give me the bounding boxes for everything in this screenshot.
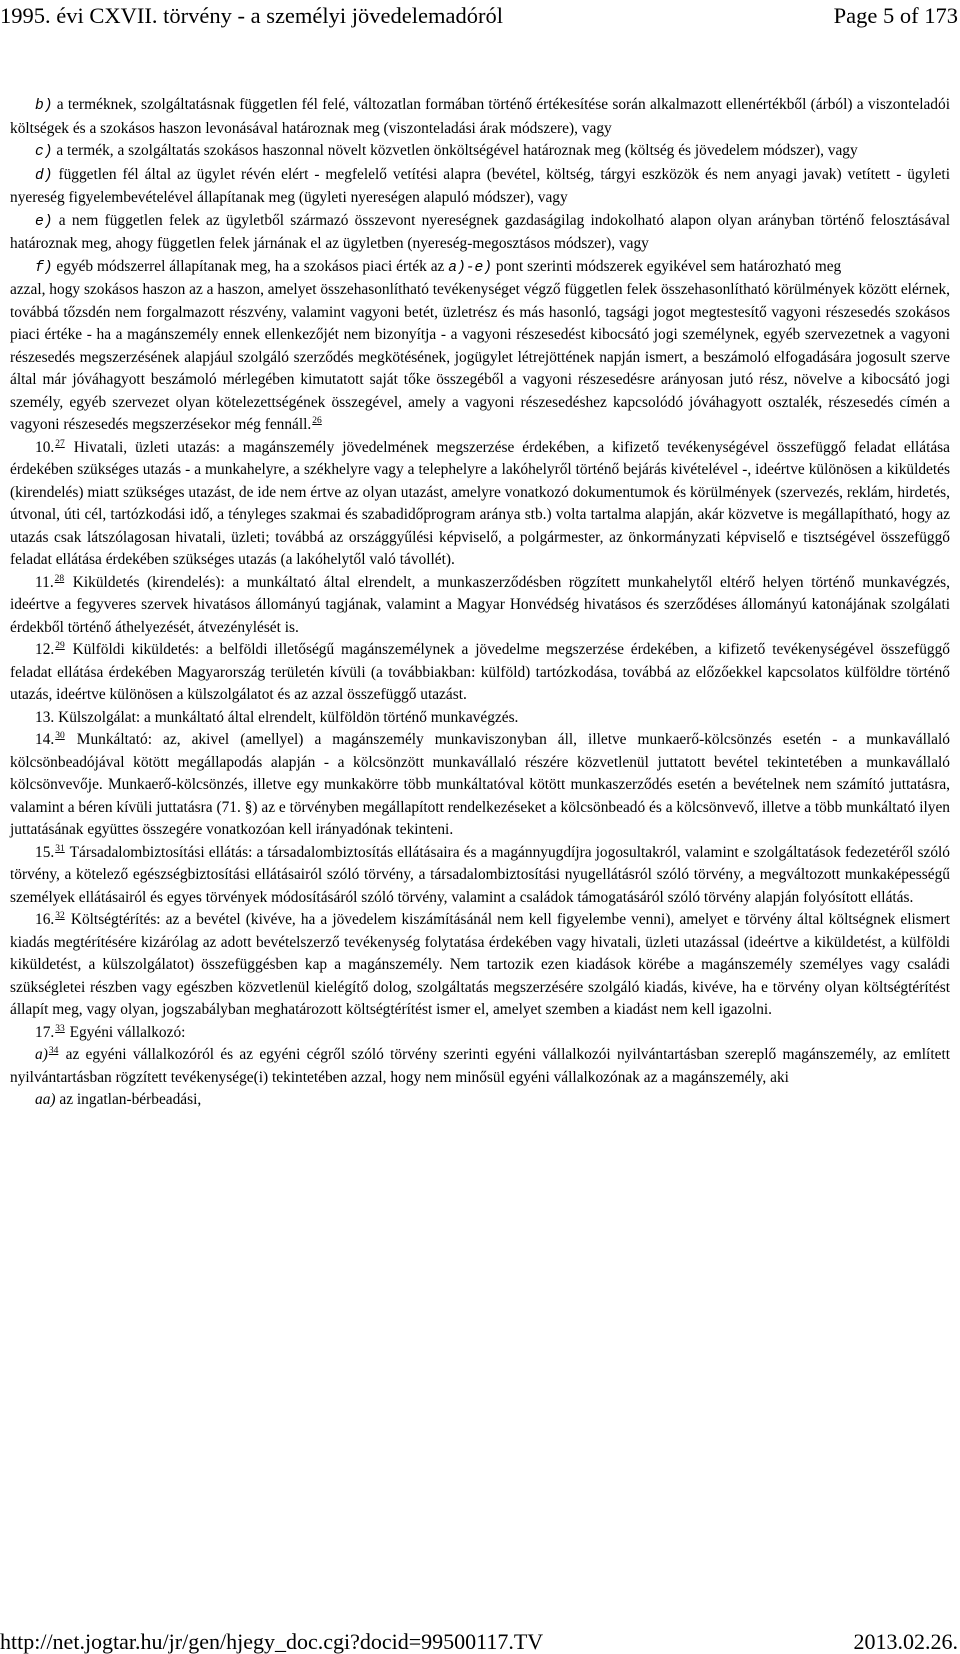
footnote-link[interactable]: 28: [54, 573, 65, 584]
definition-11: [10, 572, 950, 640]
paragraph-d: [10, 164, 950, 210]
definition-10: [10, 437, 950, 572]
item-label: d): [35, 167, 53, 184]
paragraph-text: Kiküldetés (kirendelés): a munkáltató által elrendelt, a munkaszerződésben rögzített munkahelytől eltérő helyen történő munkavégzés, ideértve a fegyveres szervek hivatásos állományú tagjának, valamint a Magyar Honvédség hivatásos és szerződéses állományú katonájának szolgálati érdekből történő áthelyezését, átvezénylését is.: [10, 573, 950, 636]
definition-number: 15.: [35, 843, 55, 861]
definition-number: 13.: [35, 708, 55, 726]
item-label: f): [35, 259, 53, 276]
cross-reference: a)-e): [448, 259, 493, 276]
source-url[interactable]: http://net.jogtar.hu/jr/gen/hjegy_doc.cgi?docid=99500117.TV: [0, 1629, 544, 1654]
paragraph-c: [10, 140, 950, 164]
definition-15: [10, 842, 950, 910]
definition-number: 12.: [35, 641, 55, 658]
item-label: b): [35, 98, 53, 114]
definition-17: [10, 1022, 950, 1045]
paragraph-text: egyéb módszerrel állapítanak meg, ha a szokásos piaci érték az: [56, 257, 445, 275]
paragraph-text: az egyéni vállalkozóról és az egyéni cégről szóló törvény szerinti egyéni vállalkozói nyilvántartásban szereplő magánszemély, az említett nyilvántartásban rögzített tevékenysége(i) tekintetében azzal, hogy nem minősül egyéni vállalkozónak az a magánszemély, aki: [10, 1046, 950, 1086]
definition-17-aa: [10, 1089, 950, 1112]
paragraph-text: független fél által az ügylet révén elért - megfelelő vetítési alapra (bevétel, költség, tárgyi eszközök és nem anyagi javak) vetített - ügyleti nyereség figyelembevételével állapítanak meg (ügyleti nyereségen alapuló módszer), vagy: [10, 165, 950, 206]
definition-14: [10, 729, 950, 842]
definition-number: 14.: [35, 731, 55, 748]
definition-12: [10, 639, 950, 707]
item-label: e): [35, 213, 53, 230]
document-body: [10, 94, 950, 1112]
footnote-link[interactable]: 31: [55, 843, 65, 854]
paragraph-text: a terméknek, szolgáltatásnak független fél felé, változatlan formában történő értékesítése során alkalmazott ellenértékből (árból) a viszonteladói költségek és a szokásos haszon levonásával határoznak meg (viszonteladási árak módszere), vagy: [10, 96, 950, 137]
paragraph-b: [10, 94, 950, 140]
paragraph-text: Költségtérítés: az a bevétel (kivéve, ha a jövedelem kiszámításánál nem kell figyelembe venni), amelyet e törvény által költségnek elismert kiadás megtérítésére kizárólag az adott bevételszerző tevékenység folytatása érdekében vagy hivatali, üzleti utazással (ideértve a kiküldetést, a külföldi kiküldetést, a külszolgálatot) összefüggésben kap a magánszemély. Nem tartozik ezen kiadások körébe a magánszemély személyes vagy családi szükségletei részben vagy egészben közvetlenül kielégítő dolog, szolgáltatás megszerzésére szolgáló kiadás, kivéve, ha e törvény olyan költségtérítést állapít meg, vagy olyan, jogszabályban meghatározott költségtérítést ismer el, amelyet szemben a kiadást nem kell igazolni.: [10, 911, 950, 1018]
definition-16: [10, 909, 950, 1022]
document-title: 1995. évi CXVII. törvény - a személyi jövedelemadóról: [0, 3, 503, 28]
paragraph-f: [10, 256, 950, 280]
footnote-link[interactable]: 33: [55, 1023, 65, 1034]
paragraph-azzal: [10, 279, 950, 437]
item-label: aa): [35, 1091, 56, 1108]
print-date: 2013.02.26.: [853, 1629, 958, 1654]
paragraph-e: [10, 210, 950, 256]
definition-13: [10, 707, 950, 730]
footnote-link[interactable]: 30: [55, 731, 65, 741]
paragraph-text: Külföldi kiküldetés: a belföldi illetőségű magánszemélynek a jövedelme megszerzése érdekében, a kifizető tevékenységével összefüggő feladat ellátása érdekében Magyarország területén kívüli (a továbbiakban: külföld) tartózkodása, továbbá az előzőekkel kapcsolatos külföldre történő utazás, ideértve különösen a külszolgálatot és az azzal összefüggő utazást.: [10, 641, 950, 703]
paragraph-text: a termék, a szolgáltatás szokásos haszonnal növelt közvetlen önköltségével határoznak meg (költség és jövedelem módszer), vagy: [56, 142, 858, 159]
paragraph-text: Munkáltató: az, akivel (amellyel) a magánszemély munkaviszonyban áll, illetve munkaerő-kölcsönzés esetén - a munkavállaló kölcsönbeadójával kötött megállapodás alapján - a kölcsönzött munkavállaló részére közvetlenül juttatott bevétel tekintetében a munkavállaló kölcsönvevője. Munkaerő-kölcsönzés, illetve egy munkakörre több munkáltatóval kötött munkaszerződés esetén a bevételnek nem számító juttatásra, valamint a béren kívüli juttatásra (71. §) az e törvényben megállapított rendelkezéseket a kölcsönbeadó és a kölcsönvevő, illetve a több munkáltató ilyen juttatásának együttes összegére vonatkozóan kell irányadónak tekinteni.: [10, 731, 950, 838]
paragraph-text: a nem független felek az ügyletből származó összevont nyereségnek gazdaságilag indokolható alapon olyan arányban történő felosztásával határoznak meg, ahogy független felek járnának el az ügyletben (nyereség-megosztásos módszer), vagy: [10, 211, 950, 252]
footnote-link[interactable]: 27: [55, 438, 65, 449]
definition-number: 10.: [35, 438, 55, 456]
footnote-link[interactable]: 26: [312, 416, 322, 426]
page-number: Page 5 of 173: [833, 3, 958, 28]
paragraph-text: Külszolgálat: a munkáltató által elrendelt, külföldön történő munkavégzés.: [58, 708, 519, 726]
paragraph-text: Egyéni vállalkozó:: [69, 1023, 186, 1041]
footnote-link[interactable]: 29: [55, 641, 65, 651]
definition-number: 17.: [35, 1023, 55, 1041]
item-label: c): [35, 144, 53, 160]
paragraph-text: azzal, hogy szokásos haszon az a haszon, amelyet összehasonlítható tevékenységet végző független felek összehasonlítható körülmények között elérnek, továbbá tőzsdén nem forgalmazott részvény, valamint vagyoni betét, üzletrész és más hasonló, tagsági jogot megtestesítő vagyoni részesedés szokásos piaci értéke - ha a magánszemély ennek ellenkezőjét nem bizonyítja - a vagyoni részesedést kibocsátó jogi személynek, egyéb szervezetnek a vagyoni részesedés megszerzésének alapjául szolgáló szerződés megkötésének, jogügylet létrejöttének napján ismert, a beszámoló elfogadására jogosult szerve által már jóváhagyott beszámoló mérlegében kimutatott saját tőke összegéből a vagyoni részesedésre arányosan jutó rész, növelve a kibocsátó jogi személy, egyéb szervezet olyan kötelezettségének összegével, amely a vagyoni részesedéshez kapcsolódó jóváhagyott osztalék, részesedés címén a vagyoni részesedés megszerzésekor még fennáll.: [10, 281, 950, 433]
footnote-link[interactable]: 34: [48, 1046, 59, 1056]
definition-number: 11.: [35, 573, 54, 591]
paragraph-text: az ingatlan-bérbeadási,: [59, 1091, 202, 1108]
paragraph-text: Hivatali, üzleti utazás: a magánszemély jövedelmének megszerzése érdekében, a kifizető tevékenységével összefüggő feladat ellátása érdekében szükséges utazás - a munkahelyre, a székhelyre vagy a telephelyre a lakóhelyről történő bejárás kivételével -, ideértve különösen a kiküldetés (kirendelés) miatt szükséges utazást, de ide nem értve az olyan utazást, amelyre vonatkozó dokumentumok és körülmények (szervezés, reklám, hirdetés, útvonal, úti cél, tartózkodási idő, a tényleges szakmai és szabadidőprogram aránya stb.) volta tartalma alapján, akár közvetve is megállapítható, hogy az utazás csak látszólagosan hivatali, üzleti; továbbá az országgyűlési képviselő, a polgármester, az önkormányzati képviselő e tisztségével összefüggő feladat ellátása érdekében szükséges utazás (a lakóhelytől való távollét).: [10, 438, 950, 568]
page-header: [0, 0, 960, 40]
item-label: a): [35, 1046, 48, 1063]
paragraph-text: pont szerinti módszerek egyikével sem határozható meg: [495, 257, 842, 275]
paragraph-text: Társadalombiztosítási ellátás: a társadalombiztosítás ellátásaira és a magánnyugdíjra jogosultakról, valamint e szolgáltatások fedezetéről szóló törvény, a kötelező egészségbiztosítási ellátásairól szóló törvény, a társadalombiztosítási nyugellátásról szóló törvény, a megváltozott munkaképességű személyek ellátásairól és egyes törvények módosításáról szóló törvény, valamint a családok támogatásáról szóló törvény alapján folyósított ellátás.: [10, 843, 950, 906]
definition-17-a: [10, 1044, 950, 1089]
definition-number: 16.: [35, 911, 55, 928]
footnote-link[interactable]: 32: [55, 911, 65, 921]
page-footer: [0, 1629, 960, 1654]
